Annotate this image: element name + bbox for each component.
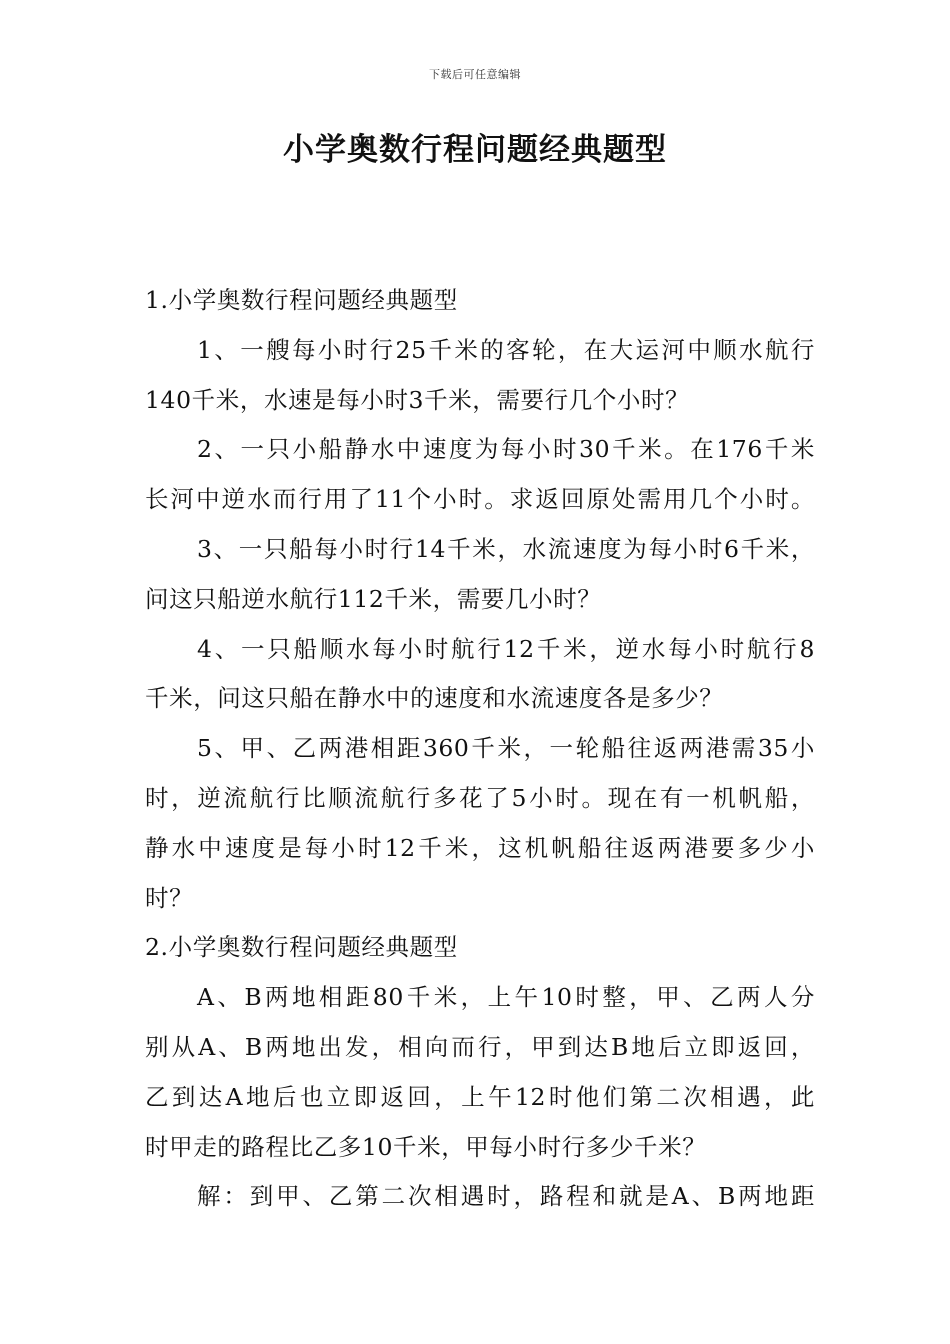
text-line: 3、一只船每小时行14千米，水流速度为每小时6千米，: [197, 534, 815, 563]
text-line: 时？: [145, 883, 194, 912]
text-line: 2.小学奥数行程问题经典题型: [145, 933, 458, 962]
text-line: 长河中逆水而行用了11个小时。求返回原处需用几个小时。: [145, 485, 815, 514]
text-line: A、B两地相距80千米，上午10时整，甲、乙两人分: [197, 983, 815, 1012]
text-line: 1.小学奥数行程问题经典题型: [145, 286, 458, 314]
text-line: 时甲走的路程比乙多10千米，甲每小时行多少千米？: [145, 1132, 707, 1161]
text-line: 1、一艘每小时行25千米的客轮，在大运河中顺水航行: [197, 335, 815, 364]
text-line: 乙到达A地后也立即返回，上午12时他们第二次相遇，此: [145, 1082, 815, 1111]
text-line: 解：到甲、乙第二次相遇时，路程和就是A、B两地距: [197, 1182, 815, 1211]
header-note: 下载后可任意编辑: [429, 68, 521, 81]
text-line: 别从A、B两地出发，相向而行，甲到达B地后立即返回，: [145, 1032, 815, 1061]
text-line: 问这只船逆水航行112千米，需要几小时？: [145, 584, 602, 613]
text-line: 140千米，水速是每小时3千米，需要行几个小时？: [145, 385, 690, 414]
text-line: 静水中速度是每小时12千米，这机帆船往返两港要多少小: [145, 833, 815, 862]
document-body: [145, 276, 815, 1222]
text-line: 千米，问这只船在静水中的速度和水流速度各是多少？: [145, 684, 724, 713]
text-line: 5、甲、乙两港相距360千米，一轮船往返两港需35小: [197, 734, 815, 763]
document-title: 小学奥数行程问题经典题型: [283, 132, 667, 168]
text-line: 4、一只船顺水每小时航行12千米，逆水每小时航行8: [197, 634, 815, 663]
text-line: 时，逆流航行比顺流航行多花了5小时。现在有一机帆船，: [145, 783, 815, 812]
text-line: 2、一只小船静水中速度为每小时30千米。在176千米: [197, 435, 815, 464]
